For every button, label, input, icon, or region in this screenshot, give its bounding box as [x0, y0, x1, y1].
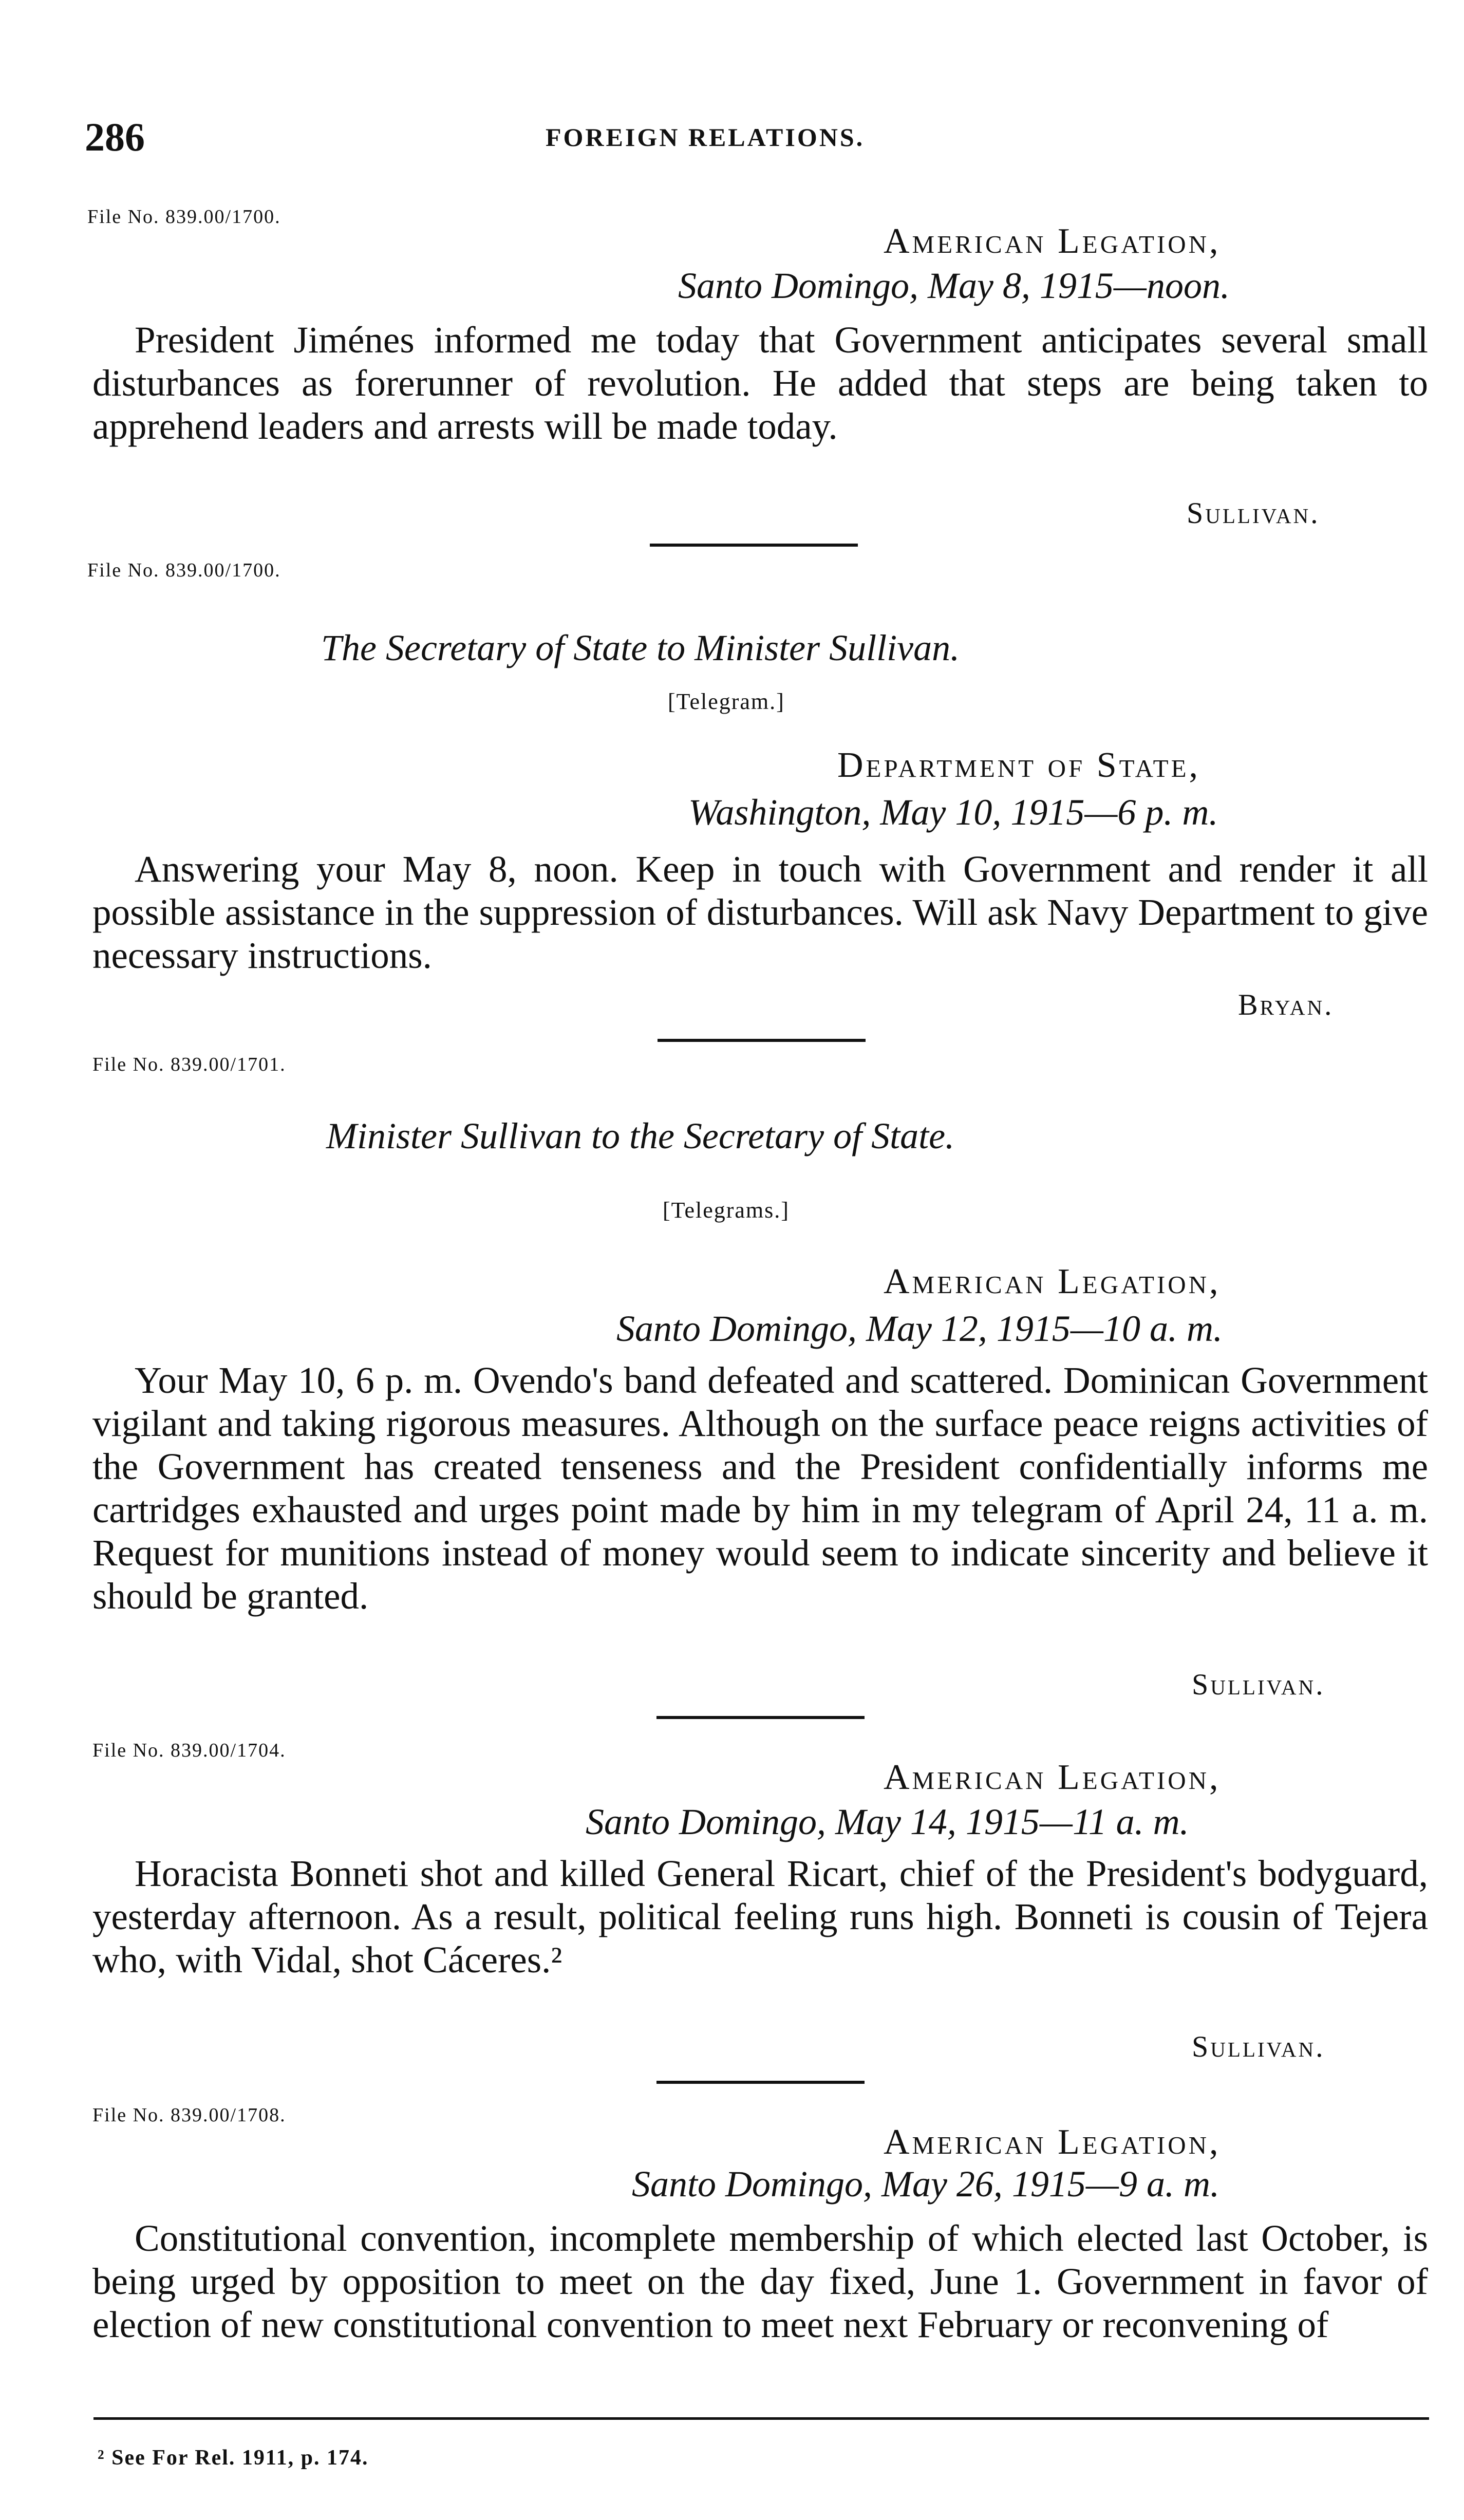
document-title: The Secretary of State to Minister Sullivan.: [321, 627, 960, 668]
running-head: FOREIGN RELATIONS.: [546, 123, 865, 152]
message-body: Answering your May 8, noon. Keep in touch with Government and render it all possible assistance in the suppression of disturbances. Will ask Navy Department to give necessary instructions.: [92, 848, 1428, 976]
signature: Sullivan.: [1192, 2030, 1325, 2063]
telegram-note: [Telegrams.]: [663, 1198, 790, 1223]
footnote-rule: [93, 2417, 1429, 2420]
signature: Sullivan.: [1187, 496, 1320, 530]
sender-place: American Legation,: [884, 2122, 1221, 2162]
separator-rule: [650, 544, 858, 547]
dateline: Santo Domingo, May 14, 1915—11 a. m.: [586, 1801, 1189, 1842]
file-number: File No. 839.00/1708.: [92, 2104, 286, 2126]
page-number: 286: [85, 115, 145, 159]
file-number: File No. 839.00/1700.: [87, 206, 281, 228]
dateline: Santo Domingo, May 12, 1915—10 a. m.: [616, 1308, 1223, 1349]
file-number: File No. 839.00/1700.: [87, 559, 281, 581]
signature: Bryan.: [1238, 988, 1334, 1021]
file-number: File No. 839.00/1701.: [92, 1054, 286, 1075]
footnote: ² See For Rel. 1911, p. 174.: [98, 2446, 369, 2470]
sender-place: American Legation,: [884, 1262, 1221, 1301]
telegram-note: [Telegram.]: [668, 689, 785, 714]
message-body: Your May 10, 6 p. m. Ovendo's band defeated and scattered. Dominican Government vigilant and taking rigorous measures. Although on the surface peace reigns activities of the Government has created tenseness and the President confidentially informs me cartridges exhausted and urges point made by him in my telegram of April 24, 11 a. m. Request for munitions instead of money would seem to indicate sincerity and believe it should be granted.: [92, 1359, 1428, 1617]
dateline: Santo Domingo, May 8, 1915—noon.: [678, 265, 1230, 306]
message-body: President Jiménes informed me today that Government anticipates several small disturbances as forerunner of revolution. He added that steps are being taken to apprehend leaders and arrests will be made today.: [92, 319, 1428, 447]
sender-place: American Legation,: [884, 221, 1221, 261]
separator-rule: [658, 1039, 866, 1042]
signature: Sullivan.: [1192, 1668, 1325, 1701]
separator-rule: [656, 1716, 865, 1719]
dateline: Washington, May 10, 1915—6 p. m.: [688, 792, 1218, 833]
dateline: Santo Domingo, May 26, 1915—9 a. m.: [632, 2163, 1219, 2205]
file-number: File No. 839.00/1704.: [92, 1740, 286, 1761]
document-title: Minister Sullivan to the Secretary of State.: [326, 1115, 955, 1156]
separator-rule: [656, 2081, 865, 2084]
sender-place: Department of State,: [837, 745, 1201, 785]
sender-place: American Legation,: [884, 1758, 1221, 1797]
message-body: Constitutional convention, incomplete membership of which elected last October, is being urged by opposition to meet on the day fixed, June 1. Government in favor of election of new constitutional convention to meet next February or reconvening of: [92, 2217, 1428, 2345]
message-body: Horacista Bonneti shot and killed General Ricart, chief of the President's bodyguard, yesterday afternoon. As a result, political feeling runs high. Bonneti is cousin of Tejera who, with Vidal, shot Cáceres.²: [92, 1853, 1428, 1981]
